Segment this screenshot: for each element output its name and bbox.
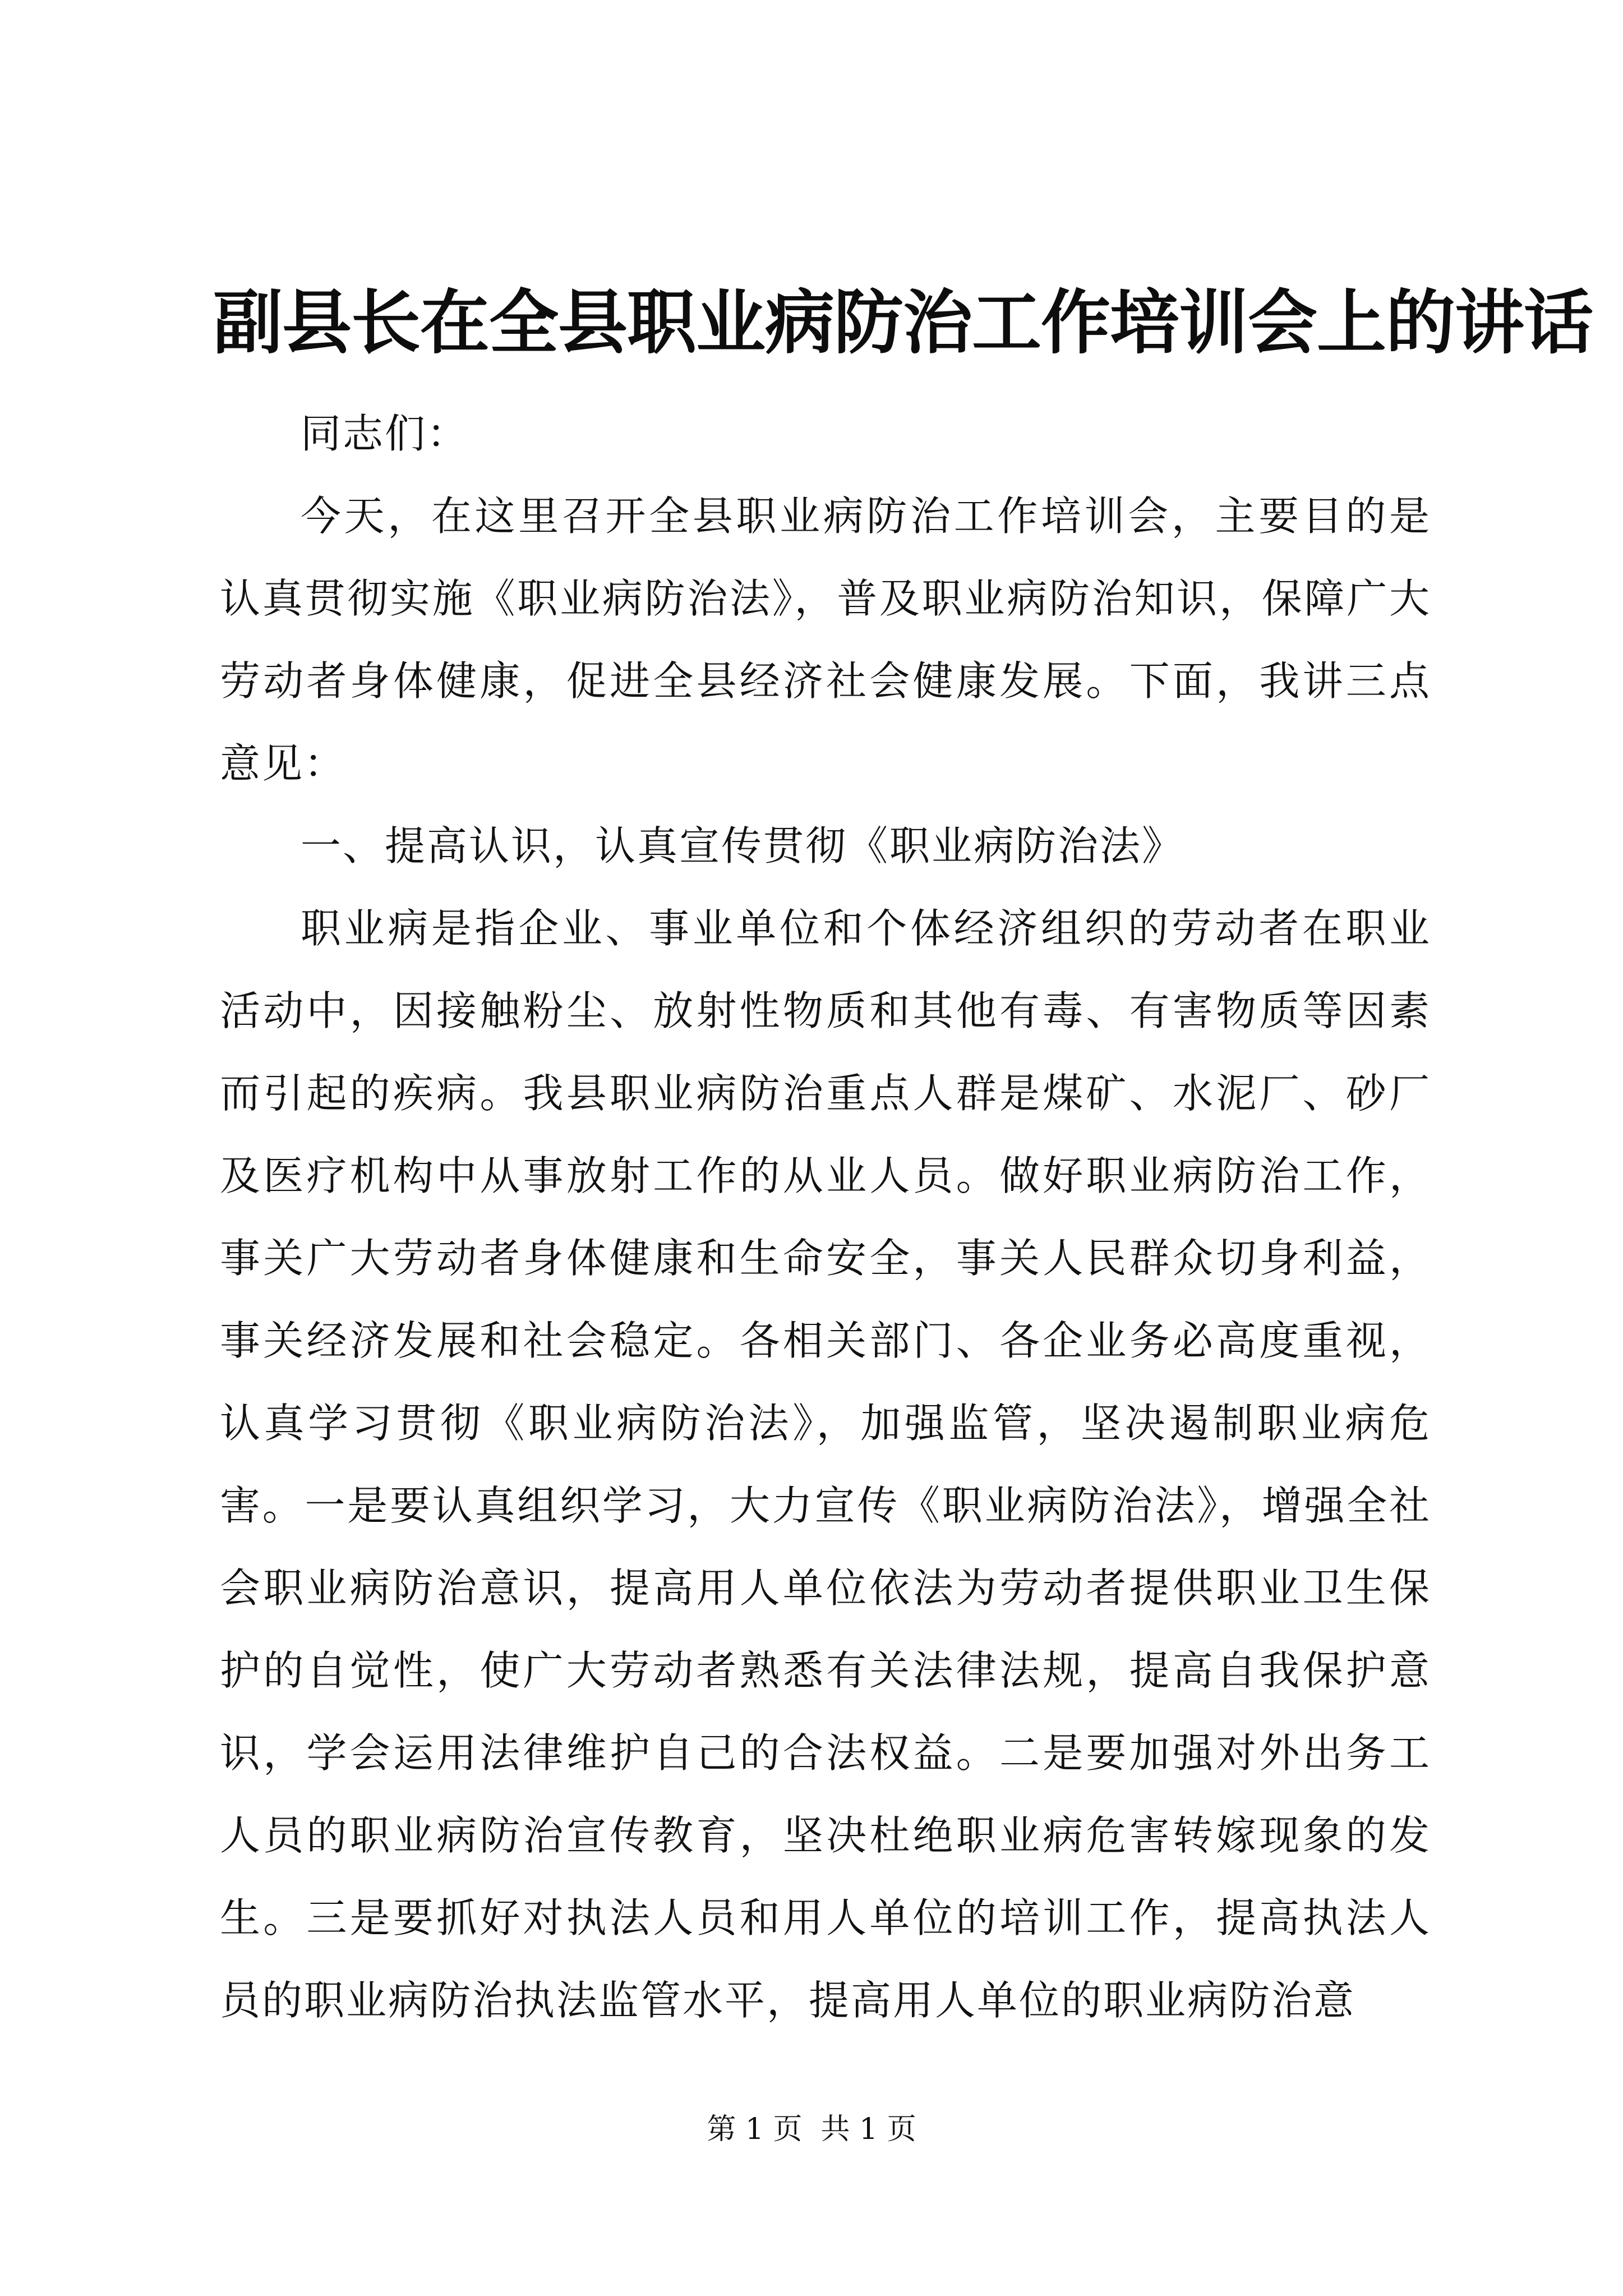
document-title: 副县长在全县职业病防治工作培训会上的讲话 (213, 282, 1593, 364)
page-footer (0, 2115, 1623, 2144)
document-body (220, 393, 1431, 2042)
body-paragraph: 职业病是指企业、事业单位和个体经济组织的劳动者在职业活动中，因接触粉尘、放射性物质和其他有毒、有害物质等因素而引起的疾病。我县职业病防治重点人群是煤矿、水泥厂、砂厂及医疗机构中从事放射工作的从业人员。做好职业病防治工作，事关广大劳动者身体健康和生命安全，事关人民群众切身利益，事关经济发展和社会稳定。各相关部门、各企业务必高度重视，认真学习贯彻《职业病防治法》，加强监管，坚决遏制职业病危害。一是要认真组织学习，大力宣传《职业病防治法》，增强全社会职业病防治意识，提高用人单位依法为劳动者提供职业卫生保护的自觉性，使广大劳动者熟悉有关法律法规，提高自我保护意识，学会运用法律维护自己的合法权益。二是要加强对外出务工人员的职业病防治宣传教育，坚决杜绝职业病危害转嫁现象的发生。三是要抓好对执法人员和用人单位的培训工作，提高执法人员的职业病防治执法监管水平，提高用人单位的职业病防治意 (220, 905, 1431, 2024)
intro-paragraph: 今天，在这里召开全县职业病防治工作培训会，主要目的是认真贯彻实施《职业病防治法》，普及职业病防治知识，保障广大劳动者身体健康，促进全县经济社会健康发展。下面，我讲三点意见： (220, 493, 1431, 787)
section-heading: 一、提高认识，认真宣传贯彻《职业病防治法》 (301, 822, 1184, 869)
salutation-paragraph: 同志们： (301, 410, 469, 457)
page-number-label: 第 1 页 共 1 页 (707, 2113, 916, 2146)
